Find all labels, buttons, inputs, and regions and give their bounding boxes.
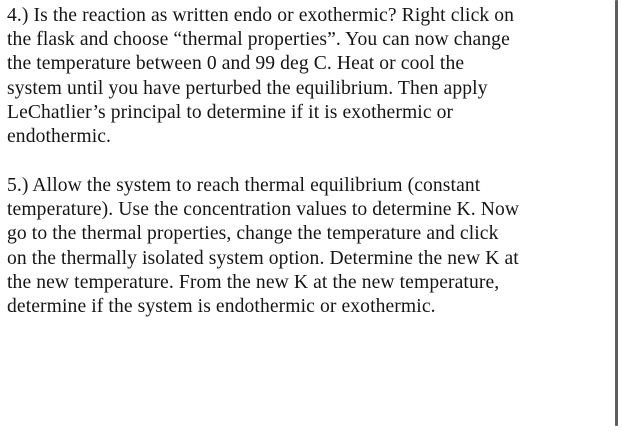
question-5 <box>7 174 597 319</box>
question-4-line: endothermic. <box>7 126 112 148</box>
question-4-line: system until you have perturbed the equilibrium. Then apply <box>7 77 488 99</box>
question-5-line: on the thermally isolated system option. Determine the new K at <box>7 247 519 269</box>
question-5-line: temperature). Use the concentration values to determine K. Now <box>7 199 520 221</box>
question-4-line: the flask and choose “thermal properties”. You can now change <box>7 29 510 51</box>
vertical-scrollbar[interactable] <box>615 0 622 431</box>
question-5-line: the new temperature. From the new K at the new temperature, <box>7 271 500 293</box>
question-4-line: 4.) Is the reaction as written endo or exothermic? Right click on <box>7 5 515 26</box>
question-5-line: determine if the system is endothermic or exothermic. <box>7 296 436 318</box>
question-5-line: 5.) Allow the system to reach thermal equilibrium (constant <box>7 175 481 196</box>
question-4 <box>7 4 597 149</box>
scrollbar-thumb[interactable] <box>615 0 618 426</box>
question-4-line: the temperature between 0 and 99 deg C. Heat or cool the <box>7 53 465 75</box>
question-4-line: LeChatlier’s principal to determine if it is exothermic or <box>7 101 454 123</box>
question-5-line: go to the thermal properties, change the temperature and click <box>7 223 499 245</box>
